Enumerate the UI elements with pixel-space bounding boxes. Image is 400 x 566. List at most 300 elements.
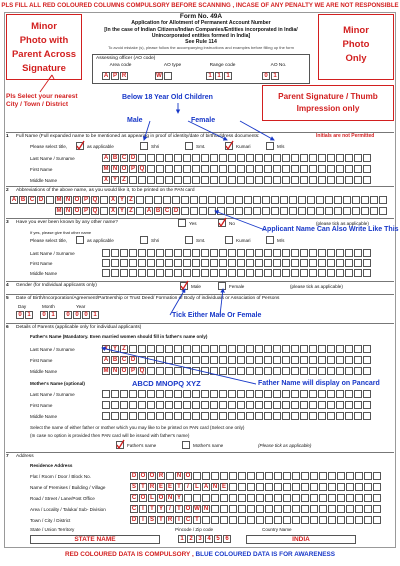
address-cell[interactable]	[193, 472, 201, 480]
abbreviation-cell[interactable]	[217, 196, 225, 204]
first-name-cell[interactable]	[237, 165, 245, 173]
mother-first-name-cell[interactable]	[363, 401, 371, 409]
address-cell[interactable]	[301, 494, 309, 502]
mother-first-name-cell[interactable]	[291, 401, 299, 409]
mother-middle-name-cell[interactable]	[228, 412, 236, 420]
address-cell[interactable]	[274, 472, 282, 480]
abbreviation-cell[interactable]: Q	[92, 197, 98, 203]
alias-first-name-cell[interactable]	[282, 259, 290, 267]
address-cell[interactable]: N	[203, 506, 209, 512]
middle-name-cell[interactable]	[291, 176, 299, 184]
alias-first-name-cell[interactable]	[345, 259, 353, 267]
father-first-name-cell[interactable]	[219, 356, 227, 364]
father-middle-name-cell[interactable]	[318, 367, 326, 375]
address-cell[interactable]	[346, 505, 354, 513]
ao-range-code-cell[interactable]: 1	[206, 72, 214, 80]
alias-last-name-cell[interactable]	[255, 249, 263, 257]
mother-first-name-cell[interactable]	[219, 401, 227, 409]
abbreviation-cell[interactable]: C	[29, 197, 35, 203]
mother-first-name-cell[interactable]	[147, 401, 155, 409]
mother-middle-name-cell[interactable]	[264, 412, 272, 420]
address-cell[interactable]	[274, 505, 282, 513]
address-cell[interactable]	[238, 483, 246, 491]
alias-middle-name-cell[interactable]	[282, 269, 290, 277]
address-cell[interactable]: O	[158, 495, 164, 501]
mother-middle-name-cell[interactable]	[102, 412, 110, 420]
alias-last-name-cell[interactable]	[165, 249, 173, 257]
abbreviation-cell[interactable]	[334, 207, 342, 215]
middle-name-cell[interactable]	[264, 176, 272, 184]
alias-first-name-cell[interactable]	[228, 259, 236, 267]
alias-last-name-cell[interactable]	[318, 249, 326, 257]
first-name-cell[interactable]	[282, 165, 290, 173]
address-cell[interactable]: A	[203, 484, 209, 490]
abbreviation-cell[interactable]: M	[56, 208, 62, 214]
address-cell[interactable]: L	[148, 494, 156, 502]
mother-middle-name-cell[interactable]	[165, 412, 173, 420]
address-cell[interactable]: I	[139, 505, 147, 513]
alias-last-name-cell[interactable]	[147, 249, 155, 257]
address-cell[interactable]: C	[131, 506, 137, 512]
alias-last-name-cell[interactable]	[264, 249, 272, 257]
alias-middle-name-cell[interactable]	[183, 269, 191, 277]
father-last-name-cell[interactable]: X	[103, 346, 108, 352]
s3-title-checkbox[interactable]	[76, 236, 84, 244]
alias-last-name-cell[interactable]	[309, 249, 317, 257]
mother-last-name-cell[interactable]	[273, 390, 281, 398]
mother-last-name-cell[interactable]	[192, 390, 200, 398]
address-cell[interactable]	[346, 516, 354, 524]
middle-name-cell[interactable]: X	[103, 177, 108, 183]
address-cell[interactable]	[211, 505, 219, 513]
mother-first-name-cell[interactable]	[264, 401, 272, 409]
father-first-name-cell[interactable]	[264, 356, 272, 364]
middle-name-cell[interactable]	[336, 176, 344, 184]
abbreviation-cell[interactable]: Z	[127, 207, 135, 215]
father-first-name-cell[interactable]	[282, 356, 290, 364]
address-cell[interactable]	[238, 505, 246, 513]
address-cell[interactable]	[166, 472, 174, 480]
abbreviation-cell[interactable]	[307, 207, 315, 215]
alias-middle-name-cell[interactable]	[246, 269, 254, 277]
address-cell[interactable]	[238, 516, 246, 524]
abbreviation-cell[interactable]	[307, 196, 315, 204]
mother-middle-name-cell[interactable]	[327, 412, 335, 420]
middle-name-cell[interactable]	[192, 176, 200, 184]
address-cell[interactable]	[301, 505, 309, 513]
first-name-cell[interactable]: P	[130, 166, 135, 172]
address-cell[interactable]	[220, 516, 228, 524]
middle-name-cell[interactable]	[345, 176, 353, 184]
alias-middle-name-cell[interactable]	[156, 269, 164, 277]
father-last-name-cell[interactable]	[192, 345, 200, 353]
alias-middle-name-cell[interactable]	[363, 269, 371, 277]
abbreviation-cell[interactable]: N	[65, 197, 71, 203]
middle-name-cell[interactable]	[273, 176, 281, 184]
father-middle-name-cell[interactable]	[156, 367, 164, 375]
dob-year-cell[interactable]: 0	[73, 311, 81, 319]
last-name-cell[interactable]	[309, 154, 317, 162]
father-first-name-cell[interactable]	[201, 356, 209, 364]
alias-first-name-cell[interactable]	[201, 259, 209, 267]
abbreviation-cell[interactable]: X	[110, 208, 115, 214]
father-first-name-cell[interactable]	[255, 356, 263, 364]
address-cell[interactable]	[283, 483, 291, 491]
address-cell[interactable]	[328, 483, 336, 491]
father-first-name-cell[interactable]	[345, 356, 353, 364]
middle-name-cell[interactable]	[300, 176, 308, 184]
father-middle-name-cell[interactable]	[345, 367, 353, 375]
address-cell[interactable]	[202, 494, 210, 502]
address-cell[interactable]: E	[221, 484, 226, 490]
mother-last-name-cell[interactable]	[309, 390, 317, 398]
mother-last-name-cell[interactable]	[183, 390, 191, 398]
address-cell[interactable]	[220, 472, 228, 480]
first-name-cell[interactable]	[228, 165, 236, 173]
pincode-cell[interactable]: 3	[196, 535, 204, 543]
alias-middle-name-cell[interactable]	[219, 269, 227, 277]
address-cell[interactable]: O	[185, 506, 191, 512]
abbreviation-cell[interactable]	[100, 207, 108, 215]
address-cell[interactable]: N	[212, 484, 218, 490]
abbreviation-cell[interactable]: N	[65, 208, 71, 214]
s3-ms-checkbox[interactable]	[266, 236, 274, 244]
middle-name-cell[interactable]	[138, 176, 146, 184]
last-name-cell[interactable]	[237, 154, 245, 162]
address-cell[interactable]	[265, 483, 273, 491]
father-first-name-cell[interactable]	[273, 356, 281, 364]
address-cell[interactable]: T	[175, 505, 183, 513]
mother-middle-name-cell[interactable]	[156, 412, 164, 420]
abbreviation-cell[interactable]	[154, 196, 162, 204]
middle-name-cell[interactable]	[210, 176, 218, 184]
middle-name-cell[interactable]	[363, 176, 371, 184]
abbreviation-cell[interactable]	[190, 207, 198, 215]
address-cell[interactable]: O	[185, 473, 191, 479]
address-cell[interactable]: /	[184, 483, 192, 491]
father-last-name-cell[interactable]	[228, 345, 236, 353]
alias-last-name-cell[interactable]	[291, 249, 299, 257]
alias-first-name-cell[interactable]	[273, 259, 281, 267]
abbreviation-cell[interactable]	[46, 196, 54, 204]
address-cell[interactable]	[355, 483, 363, 491]
last-name-cell[interactable]	[156, 154, 164, 162]
abbreviation-cell[interactable]	[208, 196, 216, 204]
last-name-cell[interactable]	[345, 154, 353, 162]
father-last-name-cell[interactable]	[363, 345, 371, 353]
alias-first-name-cell[interactable]	[210, 259, 218, 267]
address-cell[interactable]: /	[166, 505, 174, 513]
mother-last-name-cell[interactable]	[300, 390, 308, 398]
alias-middle-name-cell[interactable]	[255, 269, 263, 277]
alias-last-name-cell[interactable]	[354, 249, 362, 257]
alias-middle-name-cell[interactable]	[228, 269, 236, 277]
mother-middle-name-cell[interactable]	[246, 412, 254, 420]
alias-first-name-cell[interactable]	[291, 259, 299, 267]
address-cell[interactable]	[310, 483, 318, 491]
address-cell[interactable]	[364, 505, 372, 513]
address-cell[interactable]	[247, 516, 255, 524]
alias-last-name-cell[interactable]	[120, 249, 128, 257]
mother-middle-name-cell[interactable]	[201, 412, 209, 420]
father-first-name-cell[interactable]	[183, 356, 191, 364]
abbreviation-cell[interactable]	[262, 196, 270, 204]
father-middle-name-cell[interactable]	[174, 367, 182, 375]
last-name-cell[interactable]	[300, 154, 308, 162]
address-cell[interactable]	[274, 483, 282, 491]
address-cell[interactable]	[301, 483, 309, 491]
father-first-name-cell[interactable]	[336, 356, 344, 364]
alias-last-name-cell[interactable]	[210, 249, 218, 257]
first-name-cell[interactable]	[192, 165, 200, 173]
first-name-cell[interactable]	[255, 165, 263, 173]
address-cell[interactable]	[238, 472, 246, 480]
alias-first-name-cell[interactable]	[138, 259, 146, 267]
address-cell[interactable]: W	[194, 506, 200, 512]
address-cell[interactable]	[211, 494, 219, 502]
abbreviation-cell[interactable]	[190, 196, 198, 204]
last-name-cell[interactable]	[246, 154, 254, 162]
mother-middle-name-cell[interactable]	[192, 412, 200, 420]
mother-last-name-cell[interactable]	[174, 390, 182, 398]
address-cell[interactable]	[292, 505, 300, 513]
mother-last-name-cell[interactable]	[291, 390, 299, 398]
father-middle-name-cell[interactable]	[300, 367, 308, 375]
s6-mother-checkbox[interactable]	[182, 441, 190, 449]
address-cell[interactable]	[364, 494, 372, 502]
abbreviation-cell[interactable]: D	[38, 197, 44, 203]
abbreviation-cell[interactable]	[280, 207, 288, 215]
middle-name-cell[interactable]	[318, 176, 326, 184]
last-name-cell[interactable]	[327, 154, 335, 162]
alias-middle-name-cell[interactable]	[201, 269, 209, 277]
ao-area-code-cell[interactable]: A	[103, 73, 109, 79]
alias-first-name-cell[interactable]	[363, 259, 371, 267]
address-cell[interactable]	[319, 472, 327, 480]
last-name-cell[interactable]	[291, 154, 299, 162]
father-last-name-cell[interactable]	[300, 345, 308, 353]
s3-shri-checkbox[interactable]	[140, 236, 148, 244]
address-cell[interactable]	[265, 472, 273, 480]
alias-middle-name-cell[interactable]	[147, 269, 155, 277]
address-cell[interactable]	[274, 494, 282, 502]
abbreviation-cell[interactable]	[235, 196, 243, 204]
alias-middle-name-cell[interactable]	[264, 269, 272, 277]
alias-first-name-cell[interactable]	[192, 259, 200, 267]
alias-middle-name-cell[interactable]	[273, 269, 281, 277]
mother-first-name-cell[interactable]	[210, 401, 218, 409]
address-cell[interactable]: C	[131, 495, 137, 501]
dob-month-cell[interactable]: 1	[49, 311, 57, 319]
mother-first-name-cell[interactable]	[102, 401, 110, 409]
father-last-name-cell[interactable]	[336, 345, 344, 353]
father-last-name-cell[interactable]	[165, 345, 173, 353]
mother-first-name-cell[interactable]	[156, 401, 164, 409]
alias-last-name-cell[interactable]	[111, 249, 119, 257]
s1-title-checkbox[interactable]	[76, 142, 84, 150]
abbreviation-cell[interactable]: O	[74, 197, 80, 203]
address-cell[interactable]	[319, 483, 327, 491]
address-cell[interactable]	[310, 472, 318, 480]
s3-yes-checkbox[interactable]	[178, 219, 186, 227]
father-last-name-cell[interactable]	[309, 345, 317, 353]
father-last-name-cell[interactable]	[210, 345, 218, 353]
address-cell[interactable]	[373, 472, 381, 480]
address-cell[interactable]	[292, 472, 300, 480]
dob-month-cell[interactable]: 0	[40, 311, 48, 319]
middle-name-cell[interactable]	[327, 176, 335, 184]
alias-middle-name-cell[interactable]	[102, 269, 110, 277]
dob-day-cell[interactable]: 1	[25, 311, 33, 319]
ao-type-cell[interactable]: W	[156, 73, 162, 79]
abbreviation-cell[interactable]	[352, 207, 360, 215]
mother-last-name-cell[interactable]	[237, 390, 245, 398]
address-cell[interactable]: D	[131, 473, 137, 479]
father-middle-name-cell[interactable]	[147, 367, 155, 375]
address-cell[interactable]	[355, 516, 363, 524]
mother-last-name-cell[interactable]	[102, 390, 110, 398]
alias-last-name-cell[interactable]	[246, 249, 254, 257]
mother-middle-name-cell[interactable]	[129, 412, 137, 420]
last-name-cell[interactable]	[174, 154, 182, 162]
father-first-name-cell[interactable]	[165, 356, 173, 364]
alias-middle-name-cell[interactable]	[138, 269, 146, 277]
mother-first-name-cell[interactable]	[192, 401, 200, 409]
alias-last-name-cell[interactable]	[156, 249, 164, 257]
address-cell[interactable]	[265, 505, 273, 513]
ao-type-cell[interactable]	[164, 72, 172, 80]
abbreviation-cell[interactable]	[181, 207, 189, 215]
first-name-cell[interactable]	[246, 165, 254, 173]
abbreviation-cell[interactable]: Y	[119, 208, 124, 214]
mother-middle-name-cell[interactable]	[345, 412, 353, 420]
alias-first-name-cell[interactable]	[174, 259, 182, 267]
pincode-cell[interactable]: 6	[223, 535, 231, 543]
father-middle-name-cell[interactable]	[363, 367, 371, 375]
first-name-cell[interactable]	[147, 165, 155, 173]
address-cell[interactable]	[283, 505, 291, 513]
mother-last-name-cell[interactable]	[111, 390, 119, 398]
abbreviation-cell[interactable]	[172, 196, 180, 204]
dob-day-cell[interactable]: 0	[16, 311, 24, 319]
alias-first-name-cell[interactable]	[255, 259, 263, 267]
father-middle-name-cell[interactable]	[246, 367, 254, 375]
mother-last-name-cell[interactable]	[327, 390, 335, 398]
first-name-cell[interactable]	[309, 165, 317, 173]
pincode-cell[interactable]: 4	[205, 535, 213, 543]
abbreviation-cell[interactable]	[343, 207, 351, 215]
mother-first-name-cell[interactable]	[309, 401, 317, 409]
address-cell[interactable]	[265, 494, 273, 502]
s3-kumari-checkbox[interactable]	[225, 236, 233, 244]
abbreviation-cell[interactable]	[316, 207, 324, 215]
mother-last-name-cell[interactable]	[336, 390, 344, 398]
dob-year-cell[interactable]: 0	[82, 311, 90, 319]
father-last-name-cell[interactable]	[147, 345, 155, 353]
father-last-name-cell[interactable]	[183, 345, 191, 353]
abbreviation-cell[interactable]	[334, 196, 342, 204]
alias-first-name-cell[interactable]	[318, 259, 326, 267]
alias-middle-name-cell[interactable]	[237, 269, 245, 277]
abbreviation-cell[interactable]	[361, 207, 369, 215]
mother-last-name-cell[interactable]	[363, 390, 371, 398]
address-cell[interactable]: T	[193, 516, 201, 524]
middle-name-cell[interactable]	[309, 176, 317, 184]
middle-name-cell[interactable]	[246, 176, 254, 184]
alias-middle-name-cell[interactable]	[174, 269, 182, 277]
last-name-cell[interactable]	[138, 154, 146, 162]
address-cell[interactable]	[328, 516, 336, 524]
mother-last-name-cell[interactable]	[282, 390, 290, 398]
first-name-cell[interactable]: N	[112, 166, 118, 172]
alias-first-name-cell[interactable]	[183, 259, 191, 267]
abbreviation-cell[interactable]	[235, 207, 243, 215]
mother-first-name-cell[interactable]	[255, 401, 263, 409]
middle-name-cell[interactable]	[219, 176, 227, 184]
abbreviation-cell[interactable]	[352, 196, 360, 204]
mother-last-name-cell[interactable]	[318, 390, 326, 398]
father-last-name-cell[interactable]	[291, 345, 299, 353]
address-cell[interactable]	[283, 516, 291, 524]
address-cell[interactable]	[247, 472, 255, 480]
s1-smt-checkbox[interactable]	[185, 142, 193, 150]
mother-middle-name-cell[interactable]	[363, 412, 371, 420]
mother-first-name-cell[interactable]	[273, 401, 281, 409]
address-cell[interactable]	[256, 494, 264, 502]
alias-last-name-cell[interactable]	[174, 249, 182, 257]
address-cell[interactable]: S	[149, 517, 154, 523]
mother-first-name-cell[interactable]	[327, 401, 335, 409]
abbreviation-cell[interactable]	[298, 207, 306, 215]
abbreviation-cell[interactable]	[370, 207, 378, 215]
middle-name-cell[interactable]	[255, 176, 263, 184]
address-cell[interactable]	[364, 472, 372, 480]
address-cell[interactable]	[328, 472, 336, 480]
mother-middle-name-cell[interactable]	[309, 412, 317, 420]
abbreviation-cell[interactable]	[208, 207, 216, 215]
address-cell[interactable]	[247, 494, 255, 502]
address-cell[interactable]: I	[175, 516, 183, 524]
mother-last-name-cell[interactable]	[138, 390, 146, 398]
abbreviation-cell[interactable]	[379, 207, 387, 215]
abbreviation-cell[interactable]: P	[83, 197, 88, 203]
mother-last-name-cell[interactable]	[219, 390, 227, 398]
mother-last-name-cell[interactable]	[264, 390, 272, 398]
first-name-cell[interactable]	[300, 165, 308, 173]
father-middle-name-cell[interactable]	[165, 367, 173, 375]
abbreviation-cell[interactable]	[325, 207, 333, 215]
alias-first-name-cell[interactable]	[246, 259, 254, 267]
address-cell[interactable]	[238, 494, 246, 502]
father-middle-name-cell[interactable]: Q	[139, 368, 145, 374]
address-cell[interactable]	[319, 516, 327, 524]
alias-last-name-cell[interactable]	[138, 249, 146, 257]
first-name-cell[interactable]	[156, 165, 164, 173]
address-cell[interactable]	[229, 505, 237, 513]
alias-last-name-cell[interactable]	[345, 249, 353, 257]
father-middle-name-cell[interactable]	[201, 367, 209, 375]
address-cell[interactable]: N	[167, 495, 173, 501]
abbreviation-cell[interactable]	[289, 196, 297, 204]
alias-last-name-cell[interactable]	[327, 249, 335, 257]
father-middle-name-cell[interactable]	[282, 367, 290, 375]
abbreviation-cell[interactable]	[280, 196, 288, 204]
mother-last-name-cell[interactable]	[246, 390, 254, 398]
address-cell[interactable]	[310, 505, 318, 513]
mother-last-name-cell[interactable]	[147, 390, 155, 398]
address-cell[interactable]: C	[185, 517, 191, 523]
address-cell[interactable]	[346, 494, 354, 502]
